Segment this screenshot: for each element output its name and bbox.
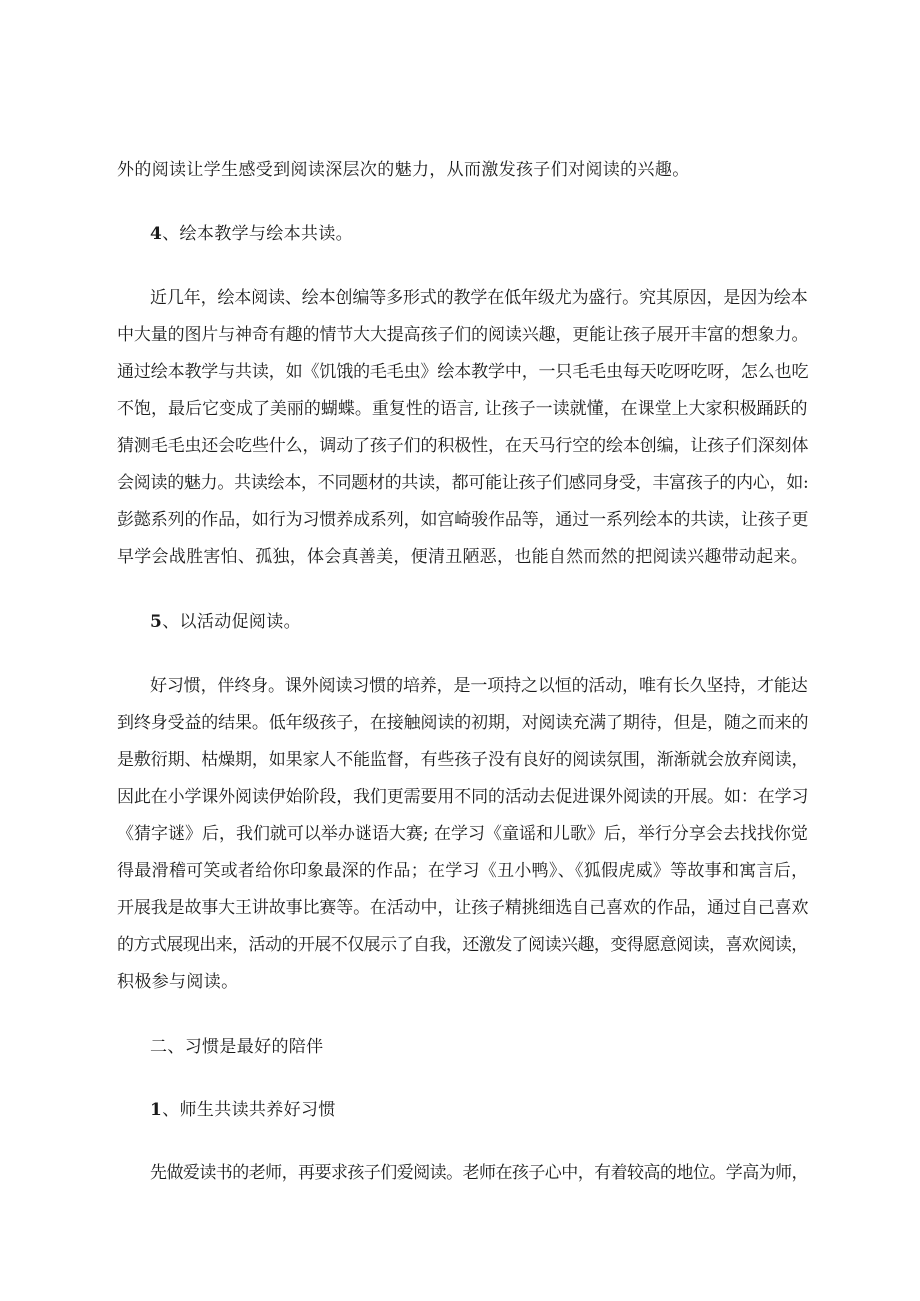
- paragraph-line: 好习惯，伴终身。课外阅读习惯的培养，是一项持之以恒的活动，唯有长久坚持，才能达: [150, 676, 808, 696]
- heading-number: 1: [150, 1100, 163, 1120]
- paragraph-line: 是敷衍期、枯燥期，如果家人不能监督，有些孩子没有良好的阅读氛围，渐渐就会放弃阅读，: [117, 750, 809, 770]
- heading-text: 、绘本教学与绘本共读。: [162, 224, 354, 244]
- paragraph-line: 近几年，绘本阅读、绘本创编等多形式的教学在低年级尤为盛行。究其原因，是因为绘本: [150, 288, 808, 308]
- section-heading-5: [150, 612, 301, 632]
- paragraph-line: 的方式展现出来，活动的开展不仅展示了自我，还激发了阅读兴趣，变得愿意阅读，喜欢阅读，: [117, 935, 808, 955]
- section-heading-2: 二、习惯是最好的陪伴: [150, 1037, 324, 1057]
- paragraph-line: 中大量的图片与神奇有趣的情节大大提高孩子们的阅读兴趣，更能让孩子展开丰富的想象力。: [117, 325, 809, 345]
- section-heading-4: [150, 224, 353, 244]
- paragraph-line: 先做爱读书的老师，再要求孩子们爱阅读。老师在孩子心中，有着较高的地位。学高为师，: [150, 1163, 808, 1183]
- paragraph-line: 彭懿系列的作品，如行为习惯养成系列，如宫崎骏作品等，通过一系列绘本的共读，让孩子更: [117, 510, 809, 530]
- paragraph-line: 积极参与阅读。: [117, 972, 239, 992]
- heading-number: 4: [150, 224, 163, 244]
- paragraph-line: 得最滑稽可笑或者给你印象最深的作品；在学习《丑小鸭》、《狐假虎威》等故事和寓言后，: [117, 861, 809, 881]
- paragraph-line: 会阅读的魅力。共读绘本，不同题材的共读，都可能让孩子们感同身受，丰富孩子的内心，如:: [117, 473, 809, 493]
- heading-number: 5: [150, 612, 163, 632]
- paragraph-line: 通过绘本教学与共读，如《饥饿的毛毛虫》绘本教学中，一只毛毛虫每天吃呀吃呀，怎么也吃: [117, 362, 809, 382]
- paragraph-line: 因此在小学课外阅读伊始阶段，我们更需要用不同的活动去促进课外阅读的开展。如：在学习: [117, 787, 809, 807]
- paragraph-line: 到终身受益的结果。低年级孩子，在接触阅读的初期，对阅读充满了期待，但是，随之而来的: [117, 713, 809, 733]
- subsection-heading-1: [150, 1100, 336, 1120]
- paragraph-line: 早学会战胜害怕、孤独，体会真善美，便清丑陋恶，也能自然而然的把阅读兴趣带动起来。: [117, 547, 808, 567]
- paragraph-line: 外的阅读让学生感受到阅读深层次的魅力，从而激发孩子们对阅读的兴趣。: [117, 160, 690, 180]
- paragraph-line: 开展我是故事大王讲故事比赛等。在活动中，让孩子精挑细选自己喜欢的作品，通过自己喜欢: [117, 898, 809, 918]
- paragraph-line: 猜测毛毛虫还会吃些什么，调动了孩子们的积极性，在天马行空的绘本创编，让孩子们深刻体: [117, 436, 809, 456]
- heading-text: 、以活动促阅读。: [162, 612, 301, 632]
- paragraph-line: 不饱，最后它变成了美丽的蝴蝶。重复性的语言, 让孩子一读就懂，在课堂上大家积极踊跃的: [117, 399, 808, 419]
- heading-text: 、师生共读共养好习惯: [162, 1100, 336, 1120]
- paragraph-line: 《猜字谜》后，我们就可以举办谜语大赛; 在学习《童谣和儿歌》后，举行分享会去找找你觉: [117, 824, 808, 844]
